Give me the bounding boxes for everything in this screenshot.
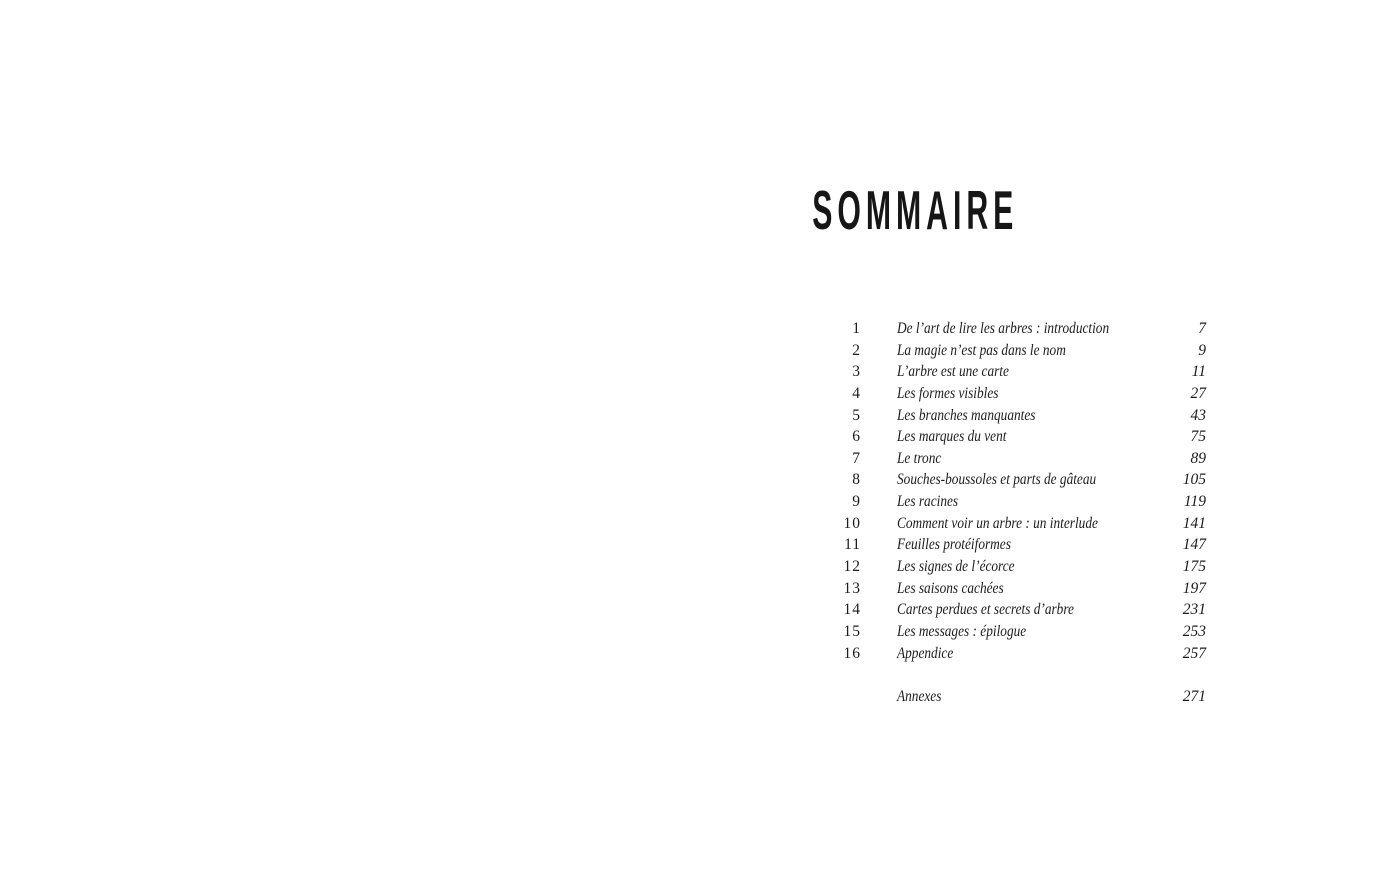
- toc-row: [820, 578, 1206, 600]
- page-title: [624, 179, 1206, 241]
- chapter-page-number: 253: [1182, 622, 1206, 640]
- chapter-page-number: 11: [1191, 363, 1206, 381]
- chapter-title: Cartes perdues et secrets d’arbre: [897, 601, 1074, 619]
- toc-row: [820, 383, 1206, 405]
- chapter-page-number: 197: [1182, 579, 1206, 597]
- chapter-title: Les branches manquantes: [897, 406, 1036, 424]
- chapter-title: Annexes: [897, 687, 942, 705]
- chapter-page-number: 147: [1182, 536, 1206, 554]
- chapter-number: 14: [843, 601, 861, 619]
- chapter-number: 8: [852, 471, 861, 489]
- chapter-page-number: 175: [1182, 558, 1206, 576]
- chapter-title: Les marques du vent: [897, 428, 1007, 446]
- toc-row: [820, 491, 1206, 513]
- chapter-title: Feuilles protéiformes: [897, 536, 1011, 554]
- chapter-number: 13: [843, 579, 861, 597]
- chapter-number: 6: [852, 428, 861, 446]
- chapter-page-number: 75: [1190, 428, 1206, 446]
- chapter-page-number: 257: [1182, 644, 1206, 662]
- toc-row: [820, 621, 1206, 643]
- toc-row-annexes: [820, 686, 1206, 708]
- toc-row: [820, 513, 1206, 535]
- toc-row: [820, 340, 1206, 362]
- chapter-number: 7: [852, 449, 861, 467]
- chapter-page-number: 9: [1198, 341, 1206, 359]
- toc-row: [820, 361, 1206, 383]
- chapter-number: 1: [852, 320, 861, 337]
- chapter-title: Appendice: [897, 644, 954, 662]
- toc-row: [820, 469, 1206, 491]
- chapter-title: Le tronc: [897, 449, 942, 467]
- chapter-page-number: 7: [1198, 320, 1206, 337]
- chapter-number: 10: [843, 514, 861, 532]
- chapter-title: De l’art de lire les arbres : introduction: [897, 320, 1110, 337]
- chapter-title: L’arbre est une carte: [897, 363, 1009, 381]
- chapter-number: 9: [852, 493, 861, 511]
- chapter-title: Les saisons cachées: [897, 579, 1004, 597]
- toc-row: [820, 599, 1206, 621]
- chapter-number: 12: [843, 558, 861, 576]
- chapter-number: 11: [844, 536, 861, 554]
- chapter-page-number: 119: [1183, 493, 1206, 511]
- chapter-number: 3: [852, 363, 861, 381]
- toc-row: [820, 426, 1206, 448]
- chapter-title: Les messages : épilogue: [897, 622, 1027, 640]
- chapter-page-number: 231: [1182, 601, 1206, 619]
- chapter-page-number: 43: [1190, 406, 1206, 424]
- toc-entry-list: [820, 318, 1206, 664]
- chapter-number: 16: [843, 644, 861, 662]
- toc-row: [820, 448, 1206, 470]
- chapter-title: Les signes de l’écorce: [897, 558, 1015, 576]
- chapter-number: 5: [852, 406, 861, 424]
- chapter-page-number: 271: [1182, 687, 1206, 705]
- toc-row: [820, 556, 1206, 578]
- chapter-page-number: 141: [1182, 514, 1206, 532]
- chapter-title: Souches-boussoles et parts de gâteau: [897, 471, 1097, 489]
- toc-row: [820, 534, 1206, 556]
- chapter-title: La magie n’est pas dans le nom: [897, 341, 1066, 359]
- toc-row: [820, 318, 1206, 340]
- chapter-title: Les racines: [897, 493, 959, 511]
- chapter-number: 15: [843, 622, 861, 640]
- page-title-text: SOMMAIRE: [812, 179, 1018, 241]
- chapter-page-number: 105: [1182, 471, 1206, 489]
- chapter-page-number: 89: [1190, 449, 1206, 467]
- chapter-title: Comment voir un arbre : un interlude: [897, 514, 1098, 532]
- chapter-title: Les formes visibles: [897, 384, 999, 402]
- toc-row: [820, 643, 1206, 665]
- table-of-contents: [820, 318, 1206, 708]
- chapter-number: 2: [852, 341, 861, 359]
- chapter-number: 4: [852, 384, 861, 402]
- chapter-page-number: 27: [1190, 384, 1206, 402]
- toc-row: [820, 405, 1206, 427]
